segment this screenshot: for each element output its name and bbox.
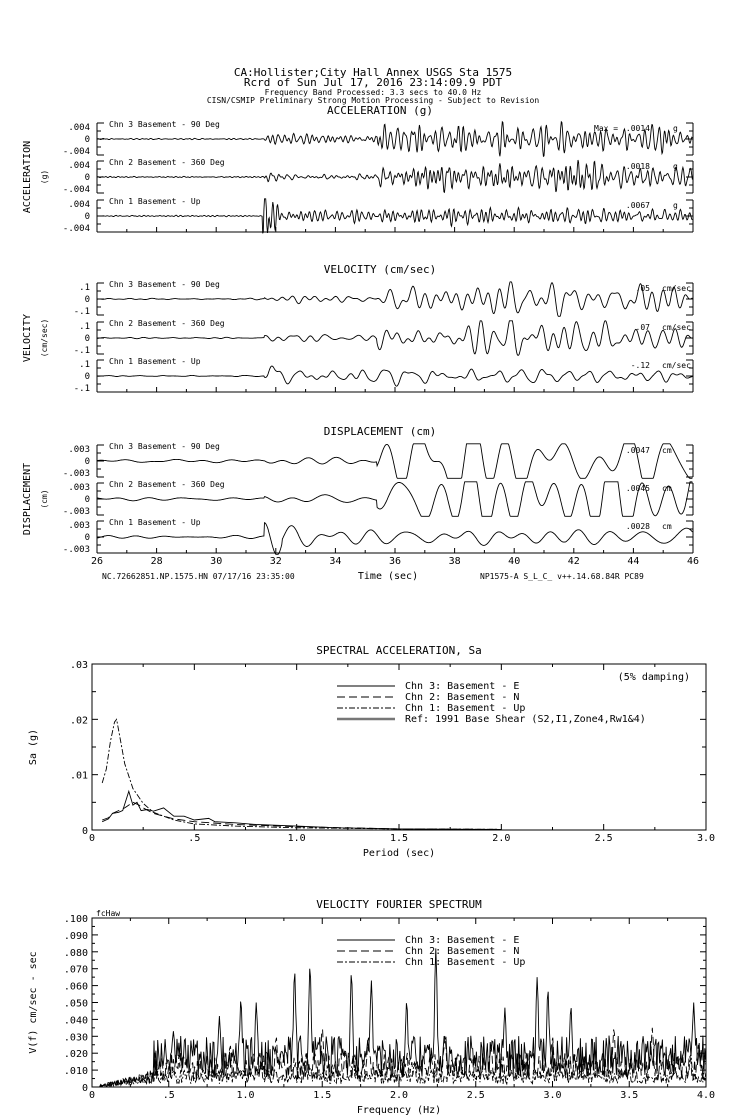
corner-label: fcHaw xyxy=(96,909,121,918)
station-title: CA:Hollister;City Hall Annex USGS Sta 1575 xyxy=(233,66,513,79)
channel-row xyxy=(63,480,693,517)
channel-row xyxy=(63,120,693,157)
channel-row xyxy=(63,158,693,195)
x-tick-label: 30 xyxy=(210,556,223,567)
x-tick-label: 26 xyxy=(90,556,104,567)
chart-title: SPECTRAL ACCELERATION, Sa xyxy=(316,644,482,657)
y-tick-label-zero: 0 xyxy=(84,372,90,382)
y-tick-label-bottom: -.004 xyxy=(62,224,90,234)
y-tick-label: .100 xyxy=(63,914,88,925)
chart-title: VELOCITY FOURIER SPECTRUM xyxy=(316,898,482,911)
x-tick-label: 34 xyxy=(329,556,342,567)
max-value: -.12 xyxy=(630,361,650,370)
spectral-acceleration-chart xyxy=(28,644,715,859)
x-tick-label: 0 xyxy=(88,1090,96,1101)
y-axis-label: ACCELERATION xyxy=(22,140,33,214)
y-tick-label-top: .1 xyxy=(79,322,90,332)
series-line xyxy=(102,719,501,829)
y-tick-label: .090 xyxy=(63,930,88,942)
waveform-trace xyxy=(97,366,692,386)
y-axis-label: VELOCITY xyxy=(22,313,33,363)
channel-label: Chn 3 Basement - 90 Deg xyxy=(109,120,220,129)
channel-label: Chn 1 Basement - Up xyxy=(109,197,201,206)
x-tick-label: 3.5 xyxy=(620,1090,639,1101)
legend-entry: Ref: 1991 Base Shear (S2,I1,Zone4,Rw1&4) xyxy=(405,714,646,725)
record-id: NC.72662851.NP.1575.HN 07/17/16 23:35:00 xyxy=(102,572,295,581)
x-tick-label: 44 xyxy=(627,556,640,567)
x-tick-label: 1.5 xyxy=(389,833,409,844)
y-tick-label-zero: 0 xyxy=(84,135,90,145)
panel-title: ACCELERATION (g) xyxy=(327,104,433,117)
max-value: .0067 xyxy=(625,201,650,210)
channel-label: Chn 3 Basement - 90 Deg xyxy=(109,442,220,451)
y-tick-label-top: .003 xyxy=(68,521,90,531)
max-unit: g xyxy=(673,201,678,210)
x-axis-title: Frequency (Hz) xyxy=(356,1105,442,1115)
channel-label: Chn 1 Basement - Up xyxy=(109,518,201,527)
max-value: .0014 xyxy=(625,124,650,133)
y-tick-label-bottom: -.003 xyxy=(62,469,90,479)
max-value: .05 xyxy=(635,284,650,293)
y-tick-label: .020 xyxy=(63,1049,88,1061)
x-axis-title: Time (sec) xyxy=(357,571,419,582)
x-tick-label: 36 xyxy=(388,556,402,567)
max-value: .0028 xyxy=(625,522,650,531)
x-tick-label: 32 xyxy=(269,556,282,567)
x-tick-label: 38 xyxy=(448,556,461,567)
frequency-band: Frequency Band Processed: 3.3 secs to 40.0 Hz xyxy=(264,88,482,97)
x-tick-label: 1.0 xyxy=(287,833,306,844)
y-tick-label-top: .1 xyxy=(79,283,90,293)
y-tick-label: .030 xyxy=(63,1032,88,1044)
y-axis-unit: (cm) xyxy=(40,489,49,509)
legend-entry: Chn 1: Basement - Up xyxy=(405,957,526,968)
max-value: .0047 xyxy=(625,446,650,455)
y-tick-label: .070 xyxy=(63,964,88,976)
channel-label: Chn 2 Basement - 360 Deg xyxy=(109,158,225,167)
max-value: .0018 xyxy=(625,162,650,171)
y-tick-label: .040 xyxy=(63,1015,88,1027)
max-value: .07 xyxy=(635,323,650,332)
x-tick-label: 40 xyxy=(508,556,521,567)
y-tick-label-top: .003 xyxy=(68,445,90,455)
y-tick-label: .010 xyxy=(63,1066,88,1078)
y-tick-label-zero: 0 xyxy=(84,457,90,467)
y-axis-unit: (cm/sec) xyxy=(40,318,49,358)
series-line xyxy=(100,948,706,1086)
y-tick-label-zero: 0 xyxy=(84,173,90,183)
channel-row xyxy=(63,442,693,479)
y-tick-label: 0 xyxy=(81,1083,88,1094)
channel-label: Chn 2 Basement - 360 Deg xyxy=(109,319,225,328)
y-tick-label-bottom: -.004 xyxy=(62,185,90,195)
x-tick-label: 0 xyxy=(88,833,96,844)
y-tick-label-bottom: -.1 xyxy=(73,384,90,394)
y-tick-label-bottom: -.003 xyxy=(62,507,90,517)
x-tick-label: 3.0 xyxy=(543,1090,562,1101)
record-time: Rcrd of Sun Jul 17, 2016 23:14:09.9 PDT xyxy=(243,76,503,89)
channel-label: Chn 2 Basement - 360 Deg xyxy=(109,480,225,489)
x-tick-label: 28 xyxy=(150,556,163,567)
y-tick-label: .080 xyxy=(63,947,88,959)
panel-displacement xyxy=(22,425,699,582)
processing-version: NP1575-A S_L_C_ v++.14.68.84R PC89 xyxy=(480,572,644,581)
max-unit: cm/sec xyxy=(662,323,691,332)
x-axis-title: Period (sec) xyxy=(362,848,436,859)
x-tick-label: 42 xyxy=(567,556,580,567)
x-tick-label: 1.5 xyxy=(313,1090,332,1101)
legend-entry: Chn 1: Basement - Up xyxy=(405,703,526,714)
y-tick-label: .060 xyxy=(63,981,88,993)
x-tick-label: 3.0 xyxy=(696,833,716,844)
legend-entry: Chn 2: Basement - N xyxy=(405,946,520,957)
y-tick-label-zero: 0 xyxy=(84,533,90,543)
y-tick-label-zero: 0 xyxy=(84,495,90,505)
plot-frame xyxy=(92,664,706,830)
channel-row xyxy=(74,357,693,394)
y-tick-label: .02 xyxy=(69,715,88,727)
panel-acceleration xyxy=(22,104,693,234)
panel-title: DISPLACEMENT (cm) xyxy=(323,425,437,438)
max-unit: cm xyxy=(662,522,672,531)
processing-note: CISN/CSMIP Preliminary Strong Motion Processing - Subject to Revision xyxy=(206,96,540,105)
y-tick-label-zero: 0 xyxy=(84,295,90,305)
legend-entry: Chn 2: Basement - N xyxy=(405,692,520,703)
max-unit: g xyxy=(673,124,678,133)
y-tick-label: .01 xyxy=(69,770,88,782)
y-tick-label-bottom: -.1 xyxy=(73,307,90,317)
max-unit: cm xyxy=(662,446,672,455)
y-axis-title: V(f) cm/sec - sec xyxy=(28,951,39,1054)
y-axis-unit: (g) xyxy=(40,169,49,185)
x-tick-label: 2.5 xyxy=(594,833,613,844)
report-header xyxy=(207,66,540,105)
y-tick-label-zero: 0 xyxy=(84,212,90,222)
y-tick-label: .03 xyxy=(69,660,88,671)
max-prefix: Max = xyxy=(594,124,619,133)
y-tick-label-top: .004 xyxy=(68,161,90,171)
max-value: .0045 xyxy=(625,484,650,493)
legend-entry: Chn 3: Basement - E xyxy=(405,935,520,946)
x-tick-label: 2.0 xyxy=(492,833,511,844)
y-tick-label-top: .004 xyxy=(68,200,90,210)
y-tick-label-top: .1 xyxy=(79,360,90,370)
max-unit: cm xyxy=(662,484,672,493)
max-unit: cm/sec xyxy=(662,361,691,370)
x-tick-label: 2.0 xyxy=(389,1090,409,1101)
fourier-spectrum-chart xyxy=(28,898,715,1115)
max-unit: cm/sec xyxy=(662,284,691,293)
y-tick-label: .050 xyxy=(63,998,88,1010)
x-tick-label: 46 xyxy=(686,556,700,567)
x-tick-label: .5 xyxy=(188,833,201,844)
channel-row xyxy=(74,280,693,317)
x-tick-label: 4.0 xyxy=(696,1090,716,1101)
x-tick-label: 1.0 xyxy=(236,1090,255,1101)
channel-row xyxy=(74,319,693,356)
y-tick-label-zero: 0 xyxy=(84,334,90,344)
channel-label: Chn 3 Basement - 90 Deg xyxy=(109,280,220,289)
y-tick-label-bottom: -.1 xyxy=(73,346,90,356)
time-series-plots xyxy=(22,104,699,582)
max-unit: g xyxy=(673,162,678,171)
y-axis-title: Sa (g) xyxy=(28,728,39,766)
panel-velocity xyxy=(22,263,693,394)
x-tick-label: .5 xyxy=(162,1090,175,1101)
y-tick-label-bottom: -.004 xyxy=(62,147,90,157)
y-axis-label: DISPLACEMENT xyxy=(22,462,33,536)
channel-row xyxy=(63,518,693,555)
x-tick-label: 2.5 xyxy=(466,1090,485,1101)
channel-label: Chn 1 Basement - Up xyxy=(109,357,201,366)
panel-title: VELOCITY (cm/sec) xyxy=(323,263,437,276)
y-tick-label-top: .004 xyxy=(68,123,90,133)
legend-entry: Chn 3: Basement - E xyxy=(405,681,520,692)
y-tick-label-bottom: -.003 xyxy=(62,545,90,555)
series-line xyxy=(102,791,501,829)
y-tick-label-top: .003 xyxy=(68,483,90,493)
channel-row xyxy=(63,197,693,234)
damping-note: (5% damping) xyxy=(617,672,690,683)
y-tick-label: 0 xyxy=(81,826,88,837)
